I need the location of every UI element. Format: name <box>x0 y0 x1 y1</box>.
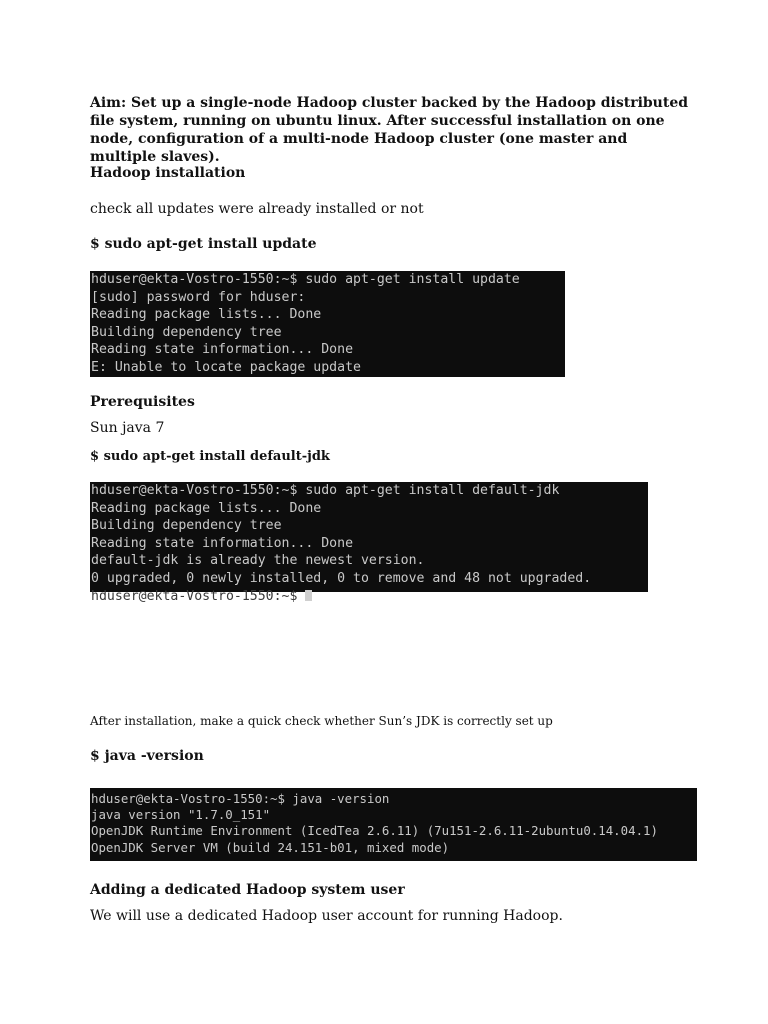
terminal-line: OpenJDK Server VM (build 24.151-b01, mixed mode) <box>91 839 450 855</box>
command-default-jdk: $ sudo apt-get install default-jdk <box>90 449 330 464</box>
terminal-line: Building dependency tree <box>91 518 282 534</box>
terminal-line: Building dependency tree <box>91 324 282 340</box>
command-java-version: $ java -version <box>90 748 204 764</box>
heading-adding-user: Adding a dedicated Hadoop system user <box>90 882 405 898</box>
terminal-screenshot-java-version <box>90 788 697 861</box>
terminal-line: Reading state information... Done <box>91 535 354 551</box>
after-installation-text: After installation, make a quick check whether Sun’s JDK is correctly set up <box>90 714 553 728</box>
terminal-line: default-jdk is already the newest version. <box>91 553 425 569</box>
heading-hadoop-installation: Hadoop installation <box>90 165 246 181</box>
dedicated-user-text: We will use a dedicated Hadoop user account for running Hadoop. <box>90 908 563 924</box>
terminal-prompt-line <box>91 588 648 606</box>
terminal-line: hduser@ekta-Vostro-1550:~$ java -version <box>91 791 390 806</box>
terminal-prompt: hduser@ekta-Vostro-1550:~$ <box>91 588 306 604</box>
terminal-line: java version "1.7.0_151" <box>91 807 271 823</box>
terminal-line: Reading state information... Done <box>91 342 354 358</box>
terminal-screenshot-jdk <box>90 482 648 604</box>
check-updates-text: check all updates were already installed or not <box>90 201 424 217</box>
sun-java-text: Sun java 7 <box>90 420 165 436</box>
aim-paragraph: Aim: Set up a single-node Hadoop cluster backed by the Hadoop distributed file system, running on ubuntu linux. After successful installation on one node, configuration of a multi-node Hadoop cluster (one master and multiple slaves). <box>90 95 689 165</box>
terminal-line: OpenJDK Runtime Environment (IcedTea 2.6.11) (7u151-2.6.11-2ubuntu0.14.04.1) <box>91 823 658 839</box>
terminal-line: [sudo] password for hduser: <box>91 289 306 305</box>
terminal-line: hduser@ekta-Vostro-1550:~$ sudo apt-get install update <box>91 272 520 287</box>
terminal-line: 0 upgraded, 0 newly installed, 0 to remove and 48 not upgraded. <box>91 570 592 586</box>
terminal-cursor-icon <box>305 590 312 601</box>
terminal-line: Reading package lists... Done <box>91 500 322 516</box>
command-update: $ sudo apt-get install update <box>90 236 317 252</box>
terminal-line: hduser@ekta-Vostro-1550:~$ sudo apt-get install default-jdk <box>91 483 560 498</box>
terminal-line: E: Unable to locate package update <box>91 359 361 375</box>
heading-prerequisites: Prerequisites <box>90 394 195 410</box>
terminal-screenshot-update <box>90 271 565 377</box>
terminal-line: Reading package lists... Done <box>91 307 322 323</box>
